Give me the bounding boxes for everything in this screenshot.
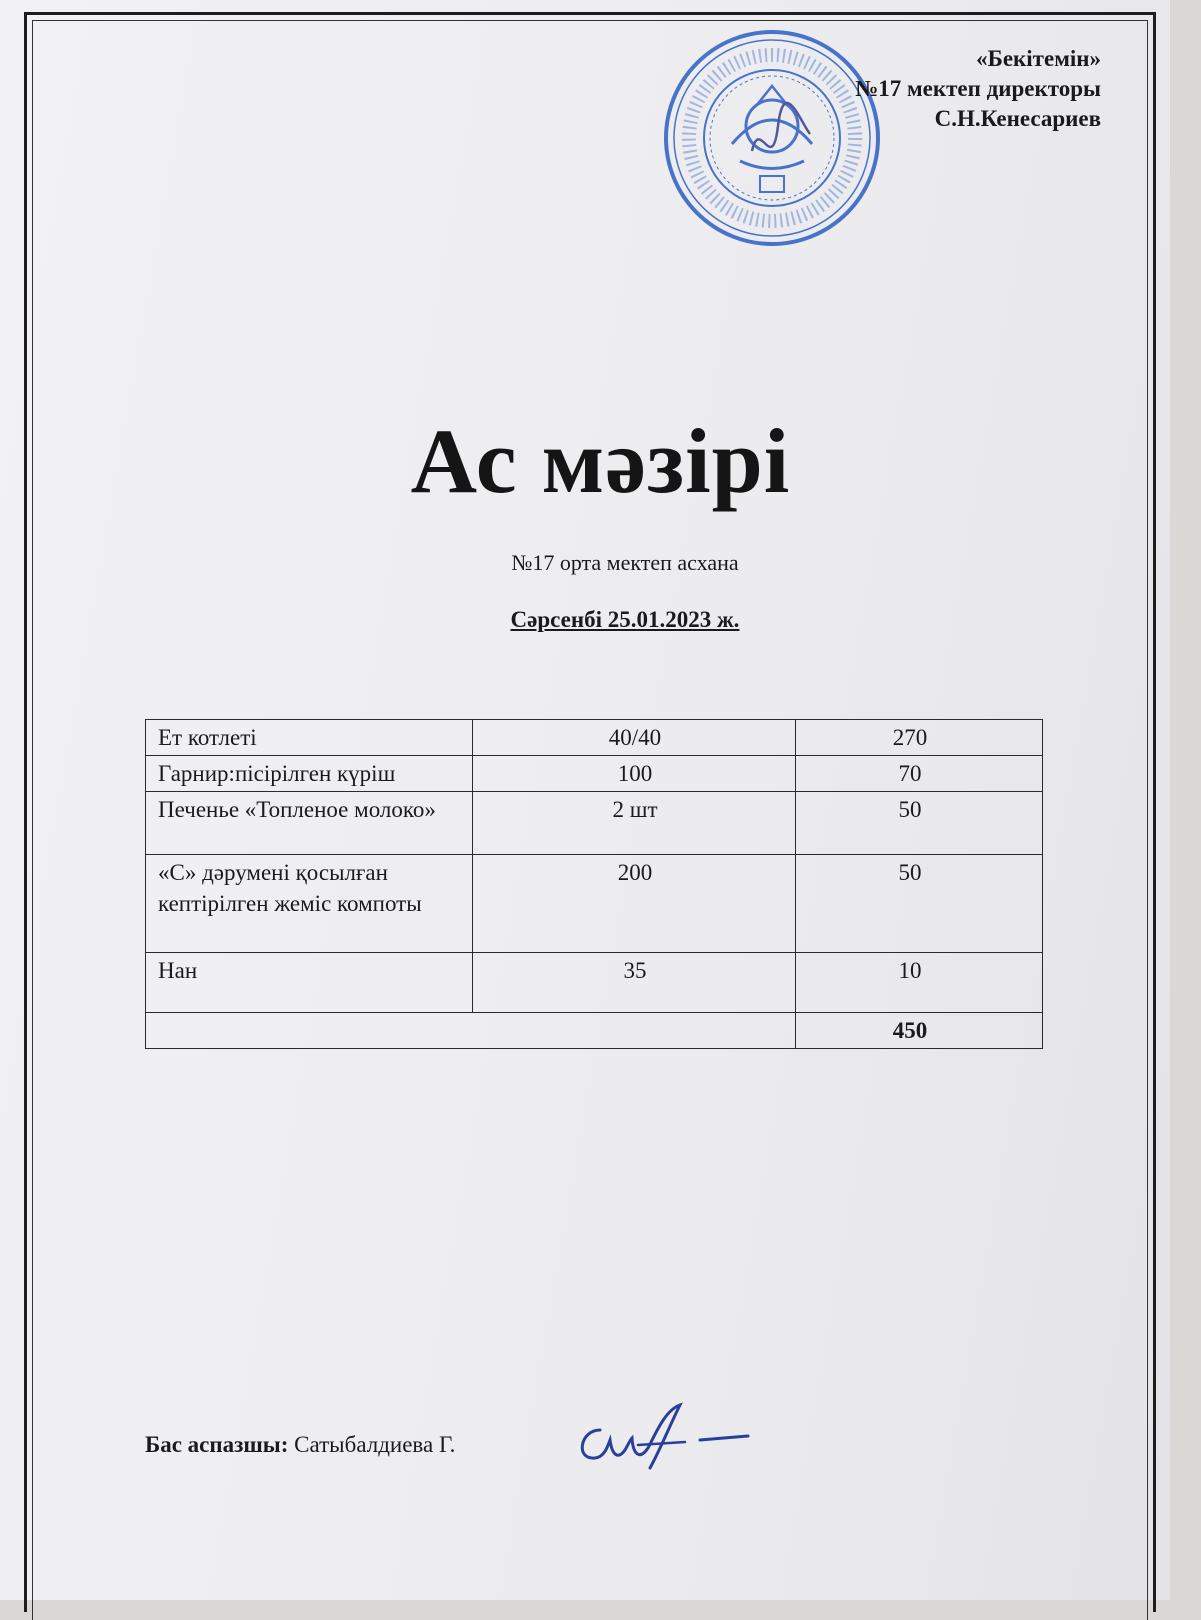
- dish-name: «С» дәрумені қосылған кептірілген жеміс компоты: [146, 855, 473, 953]
- approval-block: [855, 44, 1101, 134]
- dish-name: Печенье «Топленое молоко»: [146, 792, 473, 855]
- dish-portion: 100: [473, 756, 796, 792]
- head-chef-name: Сатыбалдиева Г.: [294, 1432, 456, 1457]
- total-price: 450: [796, 1013, 1043, 1049]
- dish-portion: 40/40: [473, 720, 796, 756]
- page-subtitle: №17 орта мектеп асхана: [511, 550, 739, 575]
- menu-date: Сәрсенбі 25.01.2023 ж.: [510, 607, 740, 632]
- head-chef-label: Бас аспазшы:: [145, 1432, 289, 1457]
- dish-portion: 2 шт: [473, 792, 796, 855]
- dish-name: Гарнир:пісірілген күріш: [146, 756, 473, 792]
- table-row: [146, 792, 1043, 855]
- dish-price: 50: [796, 792, 1043, 855]
- menu-table: [145, 719, 1043, 1049]
- table-row: [146, 756, 1043, 792]
- approval-position: №17 мектеп директоры: [855, 76, 1101, 101]
- dish-portion: 200: [473, 855, 796, 953]
- table-row: [146, 855, 1043, 953]
- table-row: [146, 720, 1043, 756]
- head-chef-line: [145, 1432, 455, 1458]
- dish-name: Ет котлеті: [146, 720, 473, 756]
- chef-signature-icon: [570, 1400, 770, 1470]
- dish-price: 70: [796, 756, 1043, 792]
- official-stamp-icon: [660, 26, 884, 250]
- dish-price: 10: [796, 953, 1043, 1013]
- dish-price: 50: [796, 855, 1043, 953]
- table-row: [146, 953, 1043, 1013]
- dish-portion: 35: [473, 953, 796, 1013]
- total-row: [146, 1013, 1043, 1049]
- dish-name: Нан: [146, 953, 473, 1013]
- dish-price: 270: [796, 720, 1043, 756]
- page-title: Ас мәзірі: [410, 410, 791, 512]
- total-label-cell: [146, 1013, 796, 1049]
- approval-heading: «Бекітемін»: [976, 46, 1101, 71]
- approval-director-name: С.Н.Кенесариев: [934, 106, 1101, 131]
